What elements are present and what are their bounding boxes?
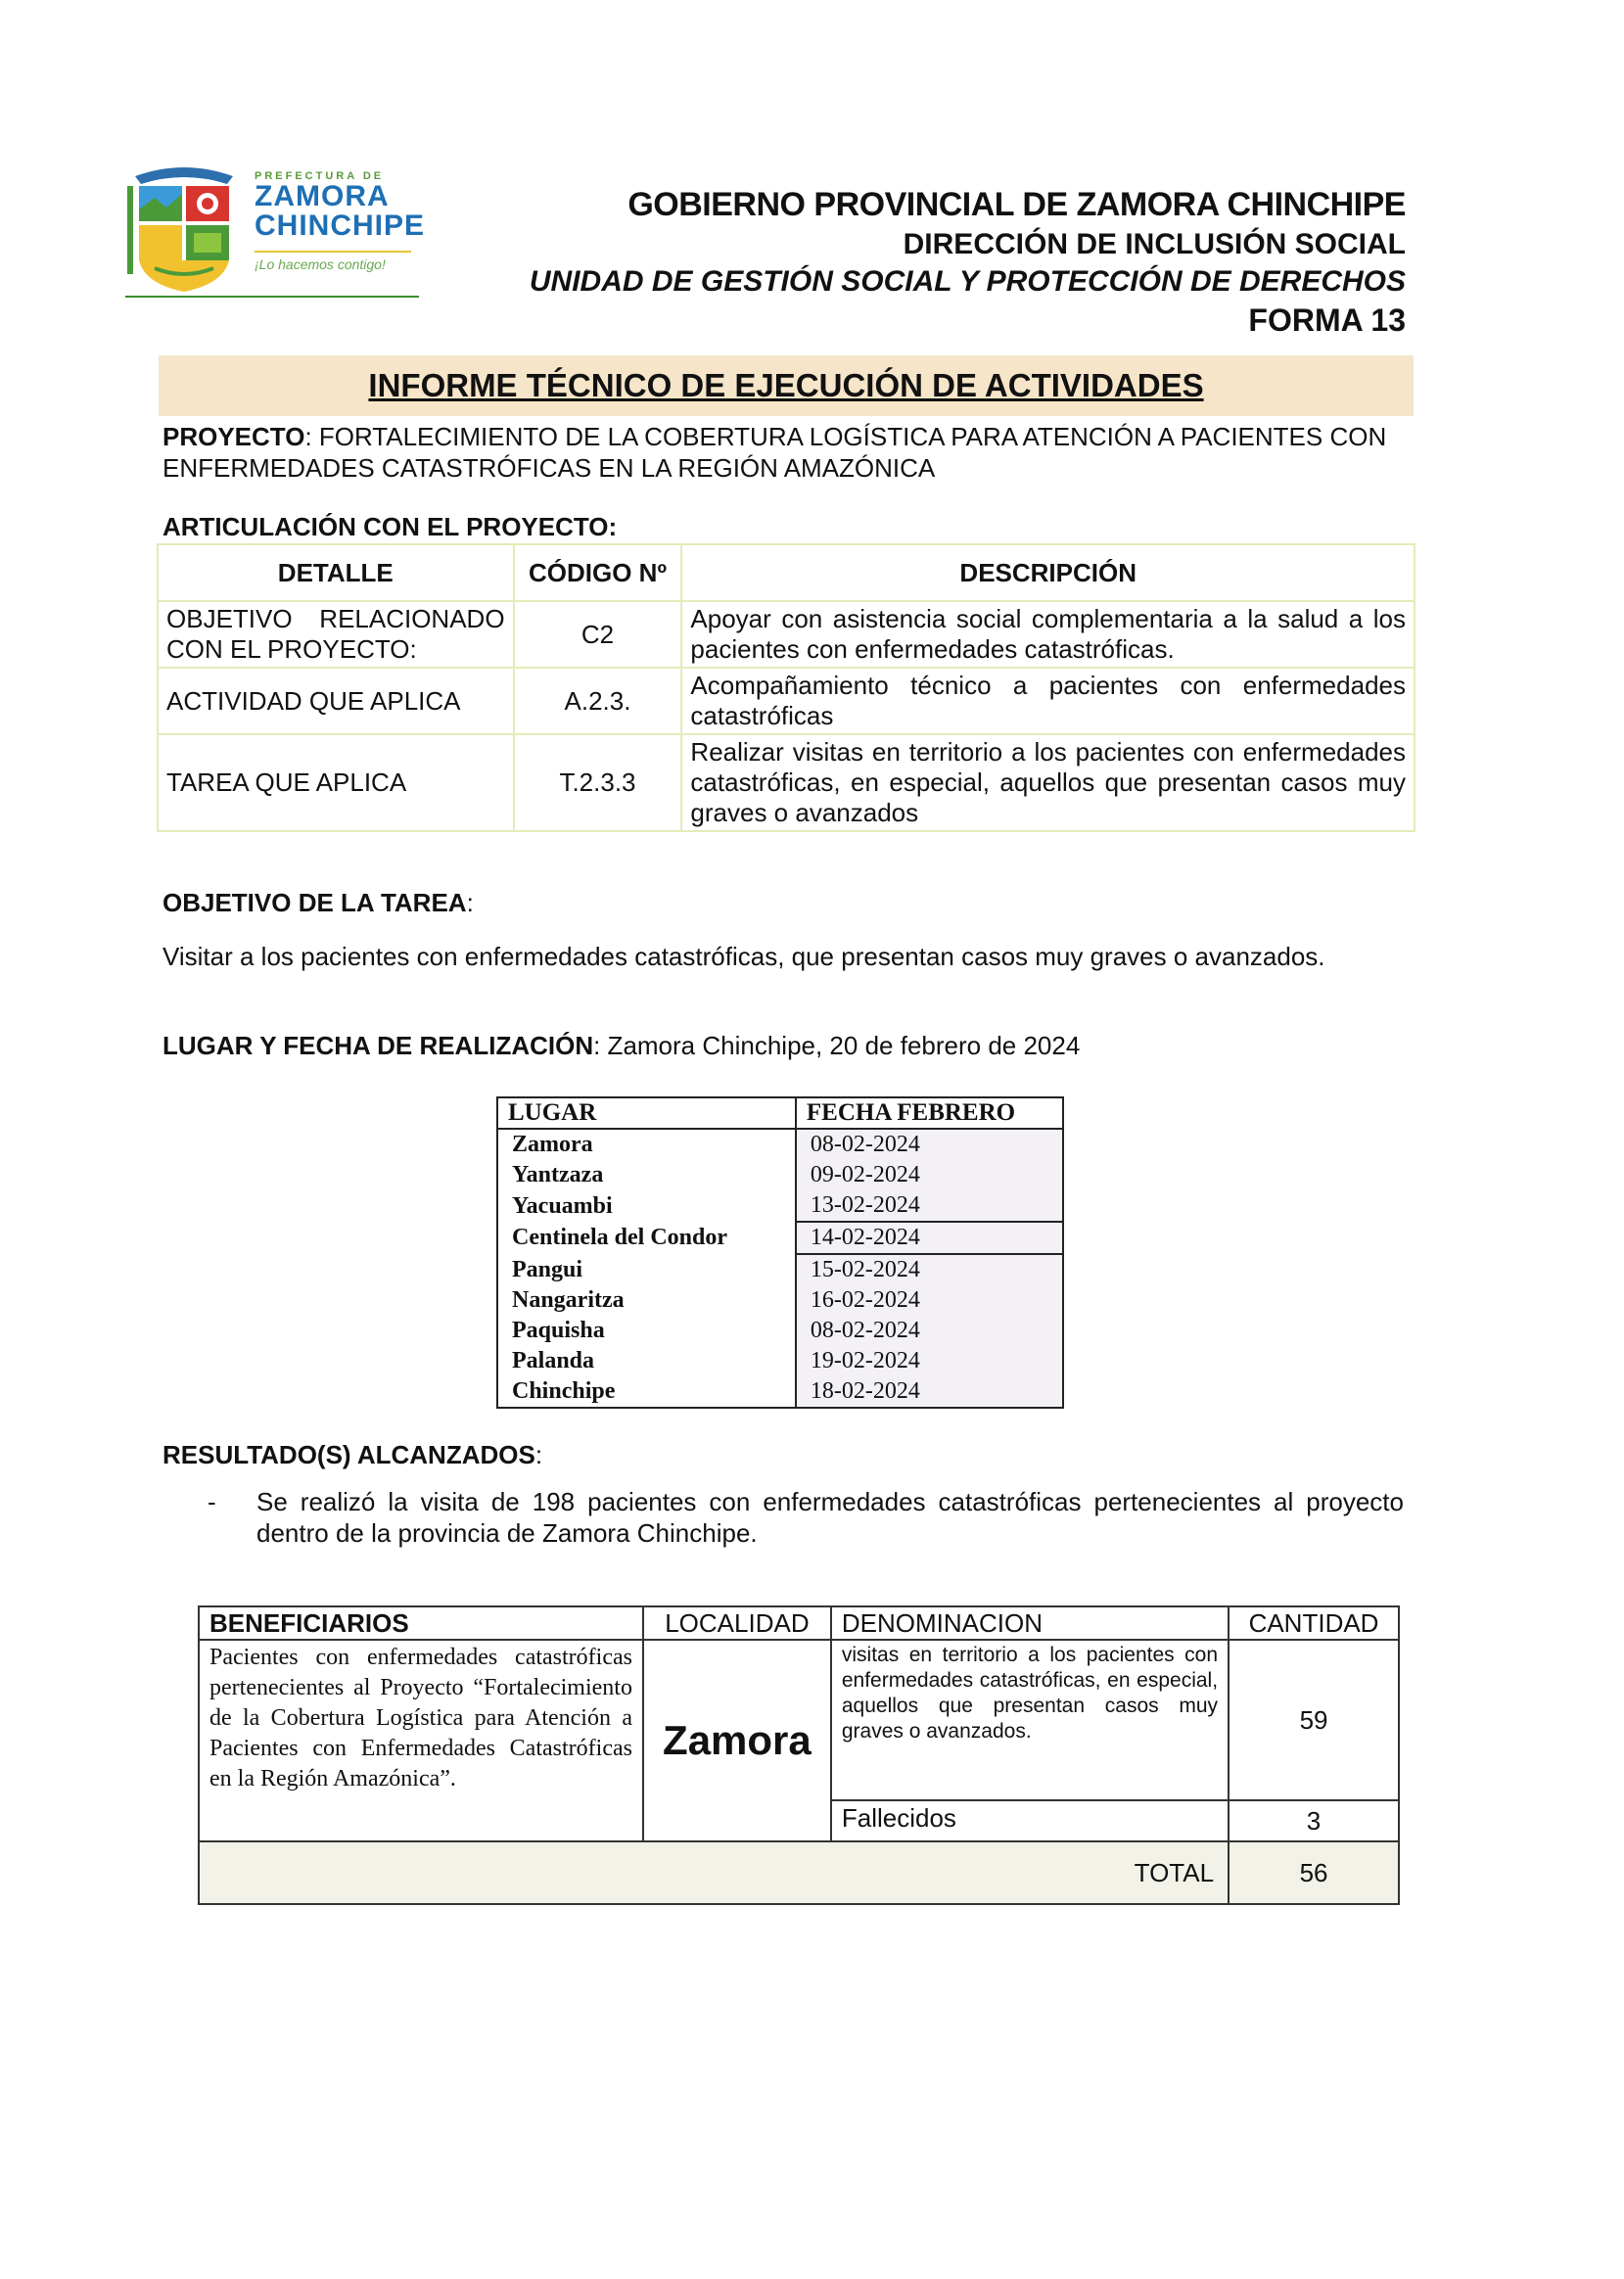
localidad-cell: Zamora <box>643 1640 831 1841</box>
detalle-cell: OBJETIVO RELACIONADO CON EL PROYECTO: <box>158 601 514 668</box>
resultados-bullet: - <box>208 1487 216 1516</box>
proyecto-label: PROYECTO <box>162 422 305 451</box>
lugar-cell: Chinchipe <box>497 1376 796 1408</box>
fecha-cell: 08-02-2024 <box>796 1316 1063 1346</box>
articulacion-header-row <box>158 544 1415 601</box>
beneficiarios-table <box>198 1605 1400 1905</box>
logo-pre: PREFECTURA DE <box>255 170 385 182</box>
col-localidad: LOCALIDAD <box>643 1606 831 1640</box>
fecha-cell: 14-02-2024 <box>796 1222 1063 1254</box>
col-lugar: LUGAR <box>497 1097 796 1129</box>
beneficiarios-cell: Pacientes con enfermedades catastróficas pertenecientes al Proyecto “Fortalecimiento de la Cobertura Logística para Atención a Pacientes con Enfermedades Catastróficas en la Región Amazónica”. <box>199 1640 643 1841</box>
col-detalle: DETALLE <box>158 544 514 601</box>
prefecture-logo <box>125 159 429 305</box>
articulacion-table <box>157 543 1415 832</box>
table-row <box>497 1254 1063 1285</box>
lugar-cell: Zamora <box>497 1129 796 1160</box>
lugar-fecha-line <box>162 1030 1080 1061</box>
report-title-banner <box>159 355 1414 416</box>
objetivo-heading <box>162 887 474 918</box>
places-table <box>496 1096 1064 1409</box>
col-cantidad: CANTIDAD <box>1229 1606 1399 1640</box>
header-titles <box>530 186 1406 339</box>
codigo-cell: C2 <box>514 601 682 668</box>
descripcion-cell: Apoyar con asistencia social complementaria a la salud a los pacientes con enfermedades catastróficas. <box>681 601 1415 668</box>
places-header-row <box>497 1097 1063 1129</box>
table-row <box>497 1129 1063 1160</box>
total-value: 56 <box>1229 1841 1399 1904</box>
col-beneficiarios: BENEFICIARIOS <box>199 1606 643 1640</box>
fecha-cell: 15-02-2024 <box>796 1254 1063 1285</box>
table-row <box>158 734 1415 831</box>
fecha-cell: 16-02-2024 <box>796 1285 1063 1316</box>
logo-text <box>255 170 441 272</box>
lugar-cell: Centinela del Condor <box>497 1222 796 1254</box>
codigo-cell: A.2.3. <box>514 668 682 734</box>
col-descripcion: DESCRIPCIÓN <box>681 544 1415 601</box>
lugar-cell: Yacuambi <box>497 1190 796 1222</box>
total-label: TOTAL <box>199 1841 1229 1904</box>
col-fecha: FECHA FEBRERO <box>796 1097 1063 1129</box>
resultados-colon: : <box>534 1440 543 1469</box>
table-row <box>497 1160 1063 1190</box>
lugar-cell: Palanda <box>497 1346 796 1376</box>
forma-number: FORMA 13 <box>1248 302 1406 338</box>
articulacion-heading: ARTICULACIÓN CON EL PROYECTO: <box>162 512 618 541</box>
table-row <box>158 668 1415 734</box>
resultados-heading <box>162 1439 542 1470</box>
resultados-text: Se realizó la visita de 198 pacientes con enfermedades catastróficas pertenecientes al proyecto dentro de la provincia de Zamora Chinchipe. <box>256 1487 1404 1548</box>
total-row <box>199 1841 1399 1904</box>
table-row <box>497 1376 1063 1408</box>
objetivo-colon: : <box>466 888 474 917</box>
lugar-cell: Paquisha <box>497 1316 796 1346</box>
header-title2: DIRECCIÓN DE INCLUSIÓN SOCIAL <box>903 228 1406 260</box>
objetivo-label: OBJETIVO DE LA TAREA <box>162 888 467 917</box>
cantidad-cell: 59 <box>1229 1640 1399 1800</box>
table-row <box>158 601 1415 668</box>
lugar-fecha-label: LUGAR Y FECHA DE REALIZACIÓN <box>162 1031 594 1060</box>
header-title3: UNIDAD DE GESTIÓN SOCIAL Y PROTECCIÓN DE DERECHOS <box>529 265 1406 298</box>
fecha-cell: 18-02-2024 <box>796 1376 1063 1408</box>
logo-slogan: ¡Lo hacemos contigo! <box>255 251 411 272</box>
lugar-cell: Pangui <box>497 1254 796 1285</box>
fecha-cell: 13-02-2024 <box>796 1190 1063 1222</box>
logo-line1: ZAMORA <box>255 180 390 212</box>
resultados-label: RESULTADO(S) ALCANZADOS <box>162 1440 535 1469</box>
table-row <box>497 1222 1063 1254</box>
table-row <box>497 1285 1063 1316</box>
logo-line2: CHINCHIPE <box>255 209 426 242</box>
fecha-cell: 19-02-2024 <box>796 1346 1063 1376</box>
fecha-cell: 08-02-2024 <box>796 1129 1063 1160</box>
report-title: INFORME TÉCNICO DE EJECUCIÓN DE ACTIVIDADES <box>368 367 1204 403</box>
table-row <box>497 1316 1063 1346</box>
objetivo-text: Visitar a los pacientes con enfermedades catastróficas, que presentan casos muy graves o avanzados. <box>162 942 1325 971</box>
descripcion-cell: Acompañamiento técnico a pacientes con enfermedades catastróficas <box>681 668 1415 734</box>
logo-underline <box>125 296 419 298</box>
cantidad-cell: 3 <box>1229 1800 1399 1841</box>
descripcion-cell: Realizar visitas en territorio a los pacientes con enfermedades catastróficas, en especial, aquellos que presentan casos muy graves o avanzados <box>681 734 1415 831</box>
table-row <box>497 1346 1063 1376</box>
lugar-fecha-text: : Zamora Chinchipe, 20 de febrero de 2024 <box>593 1031 1081 1060</box>
codigo-cell: T.2.3.3 <box>514 734 682 831</box>
table-row <box>199 1640 1399 1800</box>
coat-of-arms-icon <box>125 159 243 296</box>
table-row <box>497 1190 1063 1222</box>
proyecto-text: : FORTALECIMIENTO DE LA COBERTURA LOGÍSTICA PARA ATENCIÓN A PACIENTES CON ENFERMEDADES CATASTRÓFICAS EN LA REGIÓN AMAZÓNICA <box>162 422 1387 483</box>
lugar-cell: Yantzaza <box>497 1160 796 1190</box>
beneficiarios-header-row <box>199 1606 1399 1640</box>
detalle-cell: TAREA QUE APLICA <box>158 734 514 831</box>
proyecto-paragraph <box>162 421 1415 484</box>
col-denominacion: DENOMINACION <box>831 1606 1229 1640</box>
fecha-cell: 09-02-2024 <box>796 1160 1063 1190</box>
detalle-cell: ACTIVIDAD QUE APLICA <box>158 668 514 734</box>
denominacion-cell: Fallecidos <box>831 1800 1229 1841</box>
lugar-cell: Nangaritza <box>497 1285 796 1316</box>
header-title1: GOBIERNO PROVINCIAL DE ZAMORA CHINCHIPE <box>627 186 1406 223</box>
denominacion-cell: visitas en territorio a los pacientes con enfermedades catastróficas, en especial, aquellos que presentan casos muy graves o avanzados. <box>831 1640 1229 1800</box>
col-codigo: CÓDIGO Nº <box>514 544 682 601</box>
